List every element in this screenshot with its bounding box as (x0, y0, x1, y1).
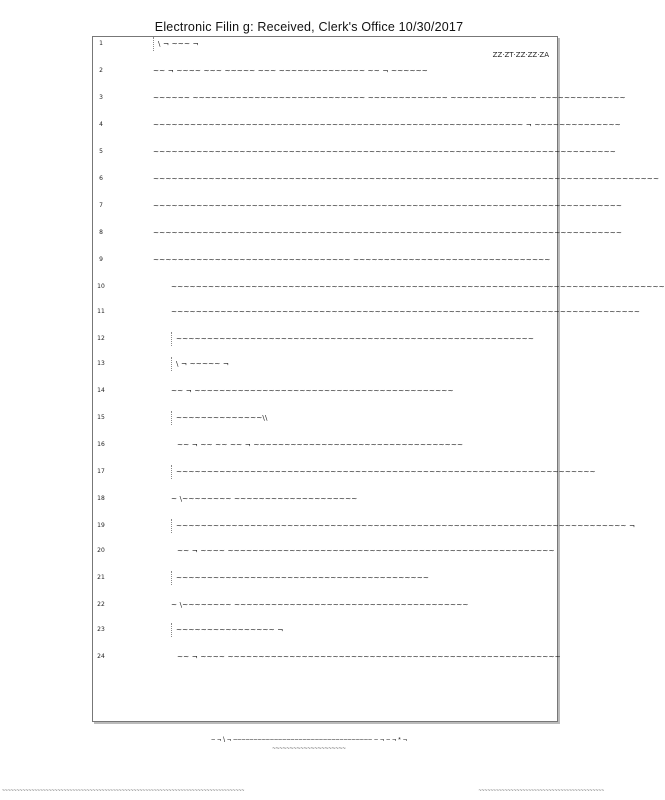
line-number: 8 (99, 229, 103, 236)
line-number: 22 (97, 601, 105, 608)
line-number: 17 (97, 468, 105, 475)
line-number: 4 (99, 121, 103, 128)
line-number: 19 (97, 522, 105, 529)
line-number: 5 (99, 148, 103, 155)
line-text: ~~ ¬ ~~~~ ~~~ ~~~~~ ~~~ ~~~~~~~~~~~~~~ ~~ ¬ ~~~~~~ (153, 66, 428, 75)
line-text: ~ \~~~~~~~~ ~~~~~~~~~~~~~~~~~~~~~~~~~~~~~~~~~~~~~~ (171, 600, 469, 609)
line-number: 9 (99, 256, 103, 263)
line-number: 18 (97, 495, 105, 502)
line-number: 16 (97, 441, 105, 448)
line-text: ~~ ¬ ~~~~ ~~~~~~~~~~~~~~~~~~~~~~~~~~~~~~~~~~~~~~~~~~~~~~~~~~~~~ (177, 546, 555, 555)
document-line (93, 91, 626, 105)
line-number: 3 (99, 94, 103, 101)
line-text: ~~~~~~~~~~~~~~~~ ¬ (171, 623, 556, 637)
document-line (93, 438, 557, 452)
line-number: 13 (97, 360, 105, 367)
line-text: ~~~~~~~~~~~~~~~~~~~~~~~~~~~~~~~~~~~~~~~~~~~~~~~~~~~~~~~~~~~~~~~~~~~~~~~~~~~~ (171, 307, 641, 316)
document-page (92, 36, 665, 722)
line-text: ~~~~~~~~~~~~~~~~~~~~~~~~~~~~~~~~~~~~~~~~~~~~~~~~~~~~~~~~~~~~~~~~~~~~~~~~~~~~~~~~~~ (153, 174, 660, 183)
document-line (93, 226, 623, 240)
line-number: 21 (97, 574, 105, 581)
document-line (93, 253, 557, 267)
line-number: 23 (97, 626, 105, 633)
document-line (93, 357, 557, 371)
line-text: ~~ ¬ ~~~~ ~~~~~~~~~~~~~~~~~~~~~~~~~~~~~~~~~~~~~~~~~~~~~~~~~~~~~~ (177, 652, 561, 661)
line-text: ~~~~~~~~~~~~~~~~~~~~~~~~~~~~~~~~~~~~~~~~~~~~~~~~~~~~~~~~~~~~~~~~~~~~ (171, 465, 556, 479)
line-number: 7 (99, 202, 103, 209)
line-number: 11 (97, 308, 105, 315)
line-text: ~ \~~~~~~~~ ~~~~~~~~~~~~~~~~~~~~ (171, 494, 358, 503)
line-number: 14 (97, 387, 105, 394)
line-text: \ ¬ ~~~~~ ¬ (171, 357, 556, 371)
line-number: 10 (97, 283, 105, 290)
document-line (93, 64, 557, 78)
line-text: ~~ ¬ ~~ ~~ ~~ ¬ ~~~~~~~~~~~~~~~~~~~~~~~~~~~~~~~~~~ (177, 440, 464, 449)
line-number: 12 (97, 335, 105, 342)
document-line (93, 465, 596, 479)
document-line (93, 305, 641, 319)
document-line (93, 598, 557, 612)
document-line (93, 492, 557, 506)
document-line (93, 384, 557, 398)
line-text: ~~~~~~~~~~~~~~~~~~~~~~~~~~~~~~~~~~~~~~~~~~~~~~~~~~~~~~~~~~~~~~~~~~~~~~~~~~~~~~~~ (171, 282, 665, 291)
filing-stamp-header: Electronic Filin g: Received, Clerk's Office 10/30/2017 (154, 20, 464, 34)
line-text: \ ¬ ~~~ ¬ (153, 37, 556, 51)
document-line (93, 145, 616, 159)
line-text: ~~~~~~~~~~~~~~~~~~~~~~~~~~~~~~~~~~~~~~~~~~~~~~~~~~~~~~~~~~~~~~~~~~~~~~~~~ ¬ (171, 519, 556, 533)
document-line (93, 623, 557, 637)
line-text: ~~~~~~~~~~~~~~~~~~~~~~~~~~~~~~~~~~~~~~~~~~~~~~~~~~~~~~~~~~~~~~~~~~~~~~~~~~~ (153, 147, 616, 156)
line-text: ~~ ¬ ~~~~~~~~~~~~~~~~~~~~~~~~~~~~~~~~~~~~~~~~~~ (171, 386, 454, 395)
line-text: ~~~~~~~~~~~~~~~~~~~~~~~~~~~~~~~~ ~~~~~~~~~~~~~~~~~~~~~~~~~~~~~~~~ (153, 255, 551, 264)
line-text: ~~~~~~~~~~~~~~~~~~~~~~~~~~~~~~~~~~~~~~~~~~~~~~~~~~~~~~~~~~ (171, 332, 556, 346)
line-text: ~~~~~~~~~~~~~~~~~~~~~~~~~~~~~~~~~~~~~~~~~ (171, 571, 556, 585)
document-line (93, 411, 557, 425)
document-line (93, 571, 557, 585)
document-code: ZZ·ZT·ZZ·ZZ·ZA (492, 51, 549, 59)
line-text: ~~~~~~ ~~~~~~~~~~~~~~~~~~~~~~~~~~~~ ~~~~~~~~~~~~~ ~~~~~~~~~~~~~~ ~~~~~~~~~~~~~~ (153, 93, 626, 102)
line-number: 1 (99, 40, 103, 47)
line-text: ~~~~~~~~~~~~~~\\ (171, 411, 556, 425)
line-text: ~~~~~~~~~~~~~~~~~~~~~~~~~~~~~~~~~~~~~~~~~~~~~~~~~~~~~~~~~~~~ ¬ ~~~~~~~~~~~~~~ (153, 120, 621, 129)
document-line (93, 280, 665, 294)
line-number: 24 (97, 653, 105, 660)
document-line (93, 519, 636, 533)
document-line (93, 332, 557, 346)
line-number: 20 (97, 547, 105, 554)
document-line (93, 544, 557, 558)
line-text: ~~~~~~~~~~~~~~~~~~~~~~~~~~~~~~~~~~~~~~~~~~~~~~~~~~~~~~~~~~~~~~~~~~~~~~~~~~~~ (153, 228, 623, 237)
line-number: 2 (99, 67, 103, 74)
bottom-right-note: ~~~~~~~~~~~~~~~~~~~~~~~~~~~~~~~~~~~~~~~~~~~ (478, 788, 604, 794)
bottom-left-note: ~~~~~~~~~~~~~~~~~~~~~~~~~~~~~~~~~~~~~~~~~~~~~~~~~~~~~~~~~~~~~~~~~~~~~~~~~~~~~~~~~~~ (2, 788, 245, 794)
line-number: 6 (99, 175, 103, 182)
document-line (93, 118, 621, 132)
document-line (93, 650, 561, 664)
document-line (93, 37, 557, 51)
line-number: 15 (97, 414, 105, 421)
footer-line: ~ ¬ \ ¬ ~~~~~~~~~~~~~~~~~~~~~~~~~~~~~~~~~~ ~ ¬ ~ ¬ * ¬ (211, 737, 407, 744)
page-footer (0, 736, 618, 754)
footer-subline: ~~~~~~~~~~~~~~~~~~~~~ (272, 746, 346, 752)
line-text: ~~~~~~~~~~~~~~~~~~~~~~~~~~~~~~~~~~~~~~~~~~~~~~~~~~~~~~~~~~~~~~~~~~~~~~~~~~~~ (153, 201, 623, 210)
document-line (93, 172, 660, 186)
document-line (93, 199, 623, 213)
